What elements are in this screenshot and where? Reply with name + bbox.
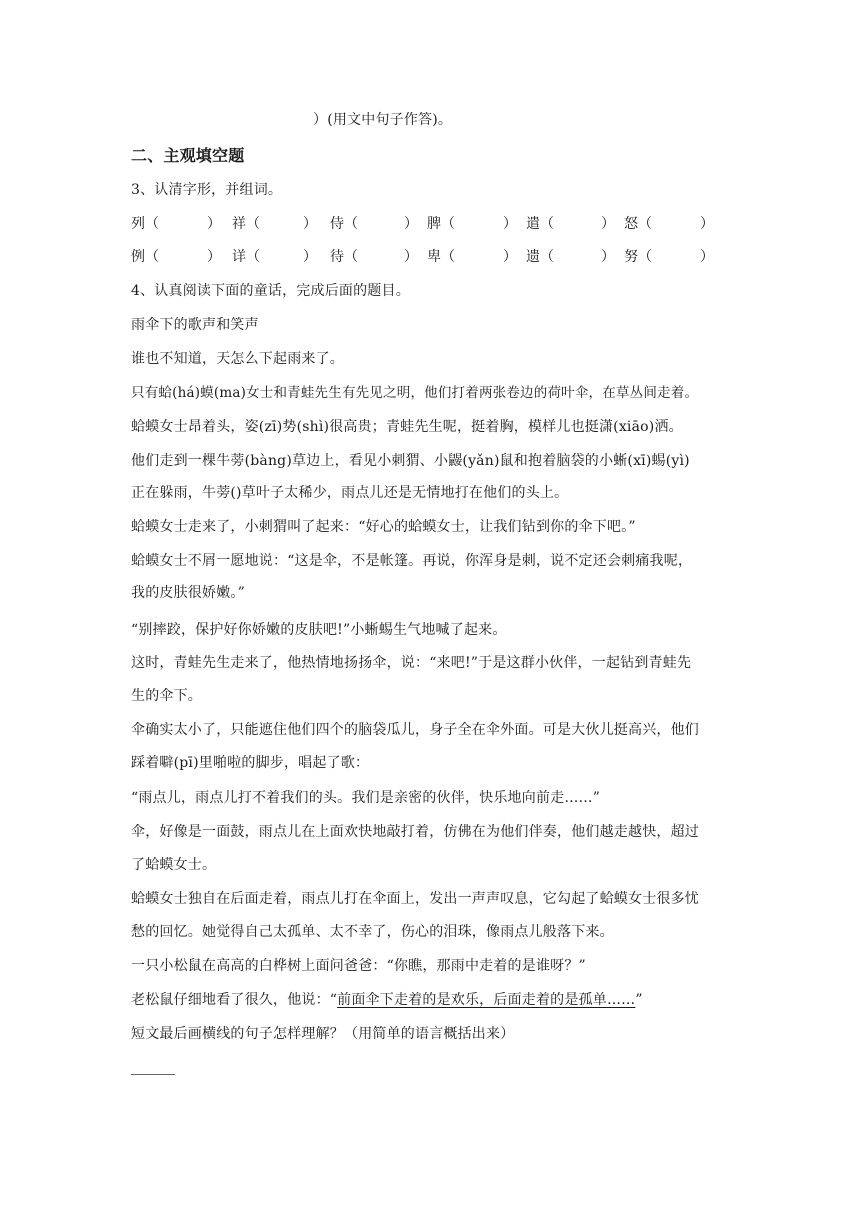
grid-blank-close: ） [503,216,517,232]
grid-char-cell: 列（ [131,216,159,232]
grid-char-cell: 侍（ [330,216,358,232]
story-line: 正在躲雨，牛蒡()草叶子太稀少，雨点儿还是无情地打在他们的头上。 [131,485,569,501]
grid-char-cell: 怒（ [624,216,652,232]
story-line: 了蛤蟆女士。 [131,857,217,873]
story-title: 雨伞下的歌声和笑声 [131,317,259,333]
grid-char-cell: 努（ [624,249,652,265]
story-last-line [131,990,643,1010]
grid-blank-close: ） [404,249,418,265]
section-heading: 二、主观填空题 [131,146,245,165]
grid-char-cell: 详（ [232,249,260,265]
grid-blank-close: ） [601,216,615,232]
underlined-sentence: 前面伞下走着的是欢乐，后面走着的是孤单…… [337,992,636,1008]
grid-blank-close: ） [303,249,317,265]
story-line: 只有蛤(há)蟆(ma)女士和青蛙先生有先见之明，他们打着两张卷边的荷叶伞，在草丛间走着。 [131,385,699,401]
story-line: 一只小松鼠在高高的白桦树上面问爸爸：“你瞧，那雨中走着的是谁呀？” [131,958,586,974]
story-line: 蛤蟆女士独自在后面走着，雨点儿打在伞面上，发出一声声叹息，它勾起了蛤蟆女士很多忧 [131,891,699,907]
question-4-sub-question: 短文最后画横线的句子怎样理解？（用简单的语言概括出来） [131,1026,515,1042]
story-line: 生的伞下。 [131,688,202,704]
previous-question-fragment: ）(用文中句子作答)。 [313,112,453,128]
grid-blank-close: ） [700,216,714,232]
grid-blank-close: ） [503,249,517,265]
grid-blank-close: ） [601,249,615,265]
story-line: 踩着噼(pī)里啪啦的脚步，唱起了歌： [131,755,370,771]
story-line: “雨点儿，雨点儿打不着我们的头。我们是亲密的伙伴，快乐地向前走……” [131,790,601,806]
grid-blank-close: ） [700,249,714,265]
grid-char-cell: 卑（ [427,249,455,265]
last-line-prefix: 老松鼠仔细地看了很久，他说：“ [131,992,338,1008]
grid-blank-close: ） [207,249,221,265]
grid-blank-close: ） [303,216,317,232]
story-line: 伞确实太小了，只能遮住他们四个的脑袋瓜儿，身子全在伞外面。可是大伙儿挺高兴，他们 [131,722,699,738]
story-line: 我的皮肤很娇嫩。” [131,585,245,601]
grid-char-cell: 祥（ [232,216,260,232]
grid-char-cell: 遗（ [526,249,554,265]
story-line: “别摔跤，保护好你娇嫩的皮肤吧!”小蜥蜴生气地喊了起来。 [131,622,507,638]
story-line: 谁也不知道，天怎么下起雨来了。 [131,351,344,367]
grid-blank-close: ） [404,216,418,232]
story-line: 这时，青蛙先生走来了，他热情地扬扬伞，说：“来吧!”于是这群小伙伴，一起钻到青蛙先 [131,655,692,671]
story-line: 蛤蟆女士不屑一愿地说：“这是伞，不是帐篷。再说，你浑身是刺，说不定还会刺痛我呢， [131,553,693,569]
story-line: 蛤蟆女士走来了，小刺猬叫了起来：“好心的蛤蟆女士，让我们钻到你的伞下吧。” [131,519,636,535]
story-line: 愁的回忆。她觉得自己太孤单、太不幸了，伤心的泪珠，像雨点儿般落下来。 [131,924,614,940]
story-line: 伞，好像是一面鼓，雨点儿在上面欢快地敲打着，仿佛在为他们伴奏，他们越走越快，超过 [131,824,699,840]
grid-char-cell: 遣（ [526,216,554,232]
story-line: 蛤蟆女士昂着头，姿(zī)势(shì)很高贵；青蛙先生呢，挺着胸，模样儿也挺潇(xiāo)洒。 [131,419,683,435]
story-line: 他们走到一棵牛蒡(bàng)草边上，看见小刺猬、小鼹(yǎn)鼠和抱着脑袋的小蜥(xī)蜴(yì) [131,453,690,469]
grid-blank-close: ） [207,216,221,232]
question-4-prompt: 4、认真阅读下面的童话，完成后面的题目。 [131,283,410,299]
grid-char-cell: 例（ [131,249,159,265]
grid-char-cell: 待（ [330,249,358,265]
answer-line[interactable] [131,1074,175,1075]
grid-char-cell: 脾（ [427,216,455,232]
question-3-prompt: 3、认清字形，并组词。 [131,182,283,198]
last-line-suffix: ” [635,992,643,1008]
